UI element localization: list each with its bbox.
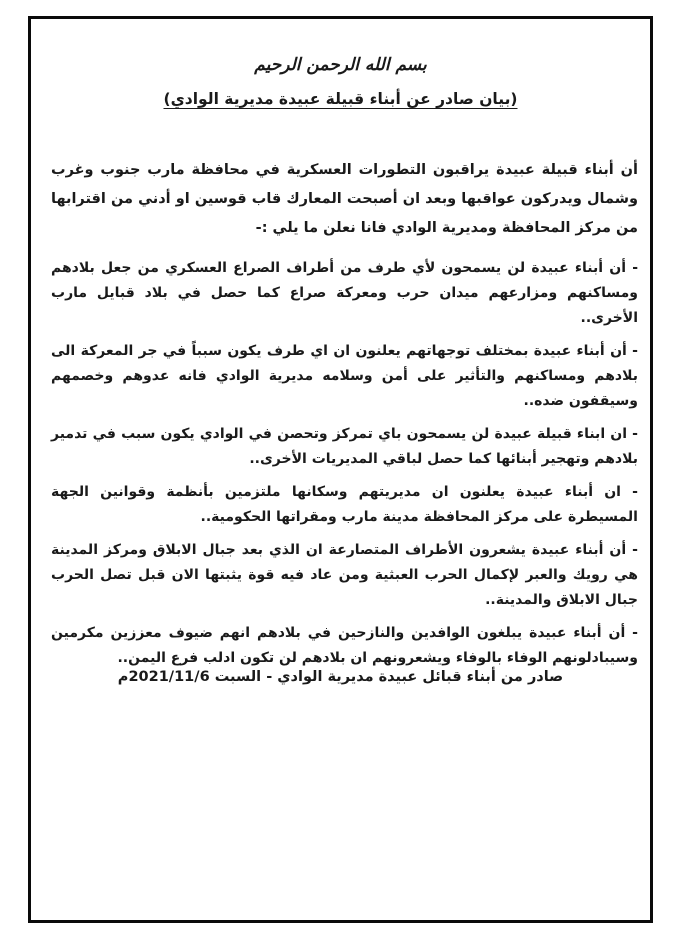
statement-title: (بيان صادر عن أبناء قبيلة عبيدة مديرية الوادي): [163, 90, 518, 108]
statement-point-1: - أن أبناء عبيدة لن يسمحون لأي طرف من أطراف الصراع العسكري من جعل بلادهم ومساكنهم ومزارعهم ميدان حرب ومعركة صراع كما حصل في بلاد قبايل مارب الأخرى..: [51, 260, 638, 326]
statement-point-3: - ان ابناء قبيلة عبيدة لن يسمحون باي تمركز وتحصن في الوادي يكون سبب في تدمير بلادهم وتهجير أبنائها كما حصل لباقي المديريات الأخرى..: [51, 426, 638, 467]
document-border-frame: [28, 16, 653, 923]
statement-point-5: - أن أبناء عبيدة يشعرون الأطراف المتصارعة ان الذي بعد جبال الابلاق ومركز المدينة هي رويك والعبر لإكمال الحرب العبثية ومن عاد فيه قوة يثبتها الان قبل تصل الحرب جبال الابلاق والمدينة..: [51, 542, 638, 608]
statement-point-2: - أن أبناء عبيدة بمختلف توجهاتهم يعلنون ان اي طرف يكون سبباً في جر المعركة الى بلادهم ومساكنهم والتأثير على أمن وسلامه مديرية الوادي فانه عدوهم وخصمهم وسيقفون ضده..: [51, 343, 638, 409]
statement-point-4: - ان أبناء عبيدة يعلنون ان مديريتهم وسكانها ملتزمين بأنظمة وقوانين الجهة المسيطرة على مركز المحافظة مدينة مارب ومقراتها الحكومية..: [51, 484, 638, 525]
basmala-text: بسم الله الرحمن الرحيم: [254, 55, 427, 75]
issuance-footer: صادر من أبناء قبائل عبيدة مديرية الوادي - السبت 2021/11/6م: [117, 669, 564, 685]
statement-body: [31, 156, 650, 671]
intro-paragraph: أن أبناء قبيلة عبيدة يراقبون التطورات العسكرية في محافظة مارب جنوب وغرب وشمال ويدركون عواقبها وبعد ان أصبحت المعارك قاب قوسين او أدني من اقترابها من مركز المحافظة ومديرية الوادي فانا نعلن ما يلي :-: [51, 162, 638, 236]
statement-point-6: - أن أبناء عبيدة يبلغون الوافدين والنازحين في بلادهم انهم ضيوف معززين مكرمين وسيبادلونهم الوفاء بالوفاء ويشعرونهم ان بلادهم لن تكون ادلب فرع اليمن..: [51, 625, 638, 666]
